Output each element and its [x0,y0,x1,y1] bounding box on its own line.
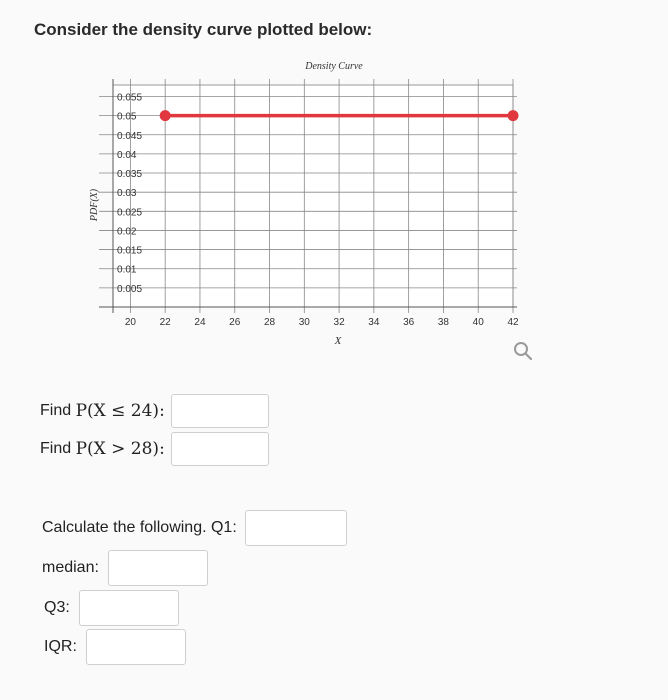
prompt-p-le-24: P(X ≤ 24): [75,401,165,421]
chart-title: Density Curve [305,61,363,72]
x-tick-label: 40 [472,317,484,328]
density-endpoint [160,110,171,121]
x-tick-label: 26 [229,317,241,328]
question-median [42,550,208,586]
x-tick-label: 28 [263,317,276,328]
y-tick-label: 0.045 [117,130,143,142]
q3-label: Q3: [44,599,70,616]
y-tick-label: 0.03 [117,188,137,200]
median-label: median: [42,559,99,576]
y-tick-label: 0.05 [117,111,137,123]
question-p-gt-28 [40,432,269,466]
x-tick-label: 30 [298,317,310,328]
iqr-input[interactable] [86,629,186,665]
search-icon[interactable] [512,340,534,362]
x-tick-label: 22 [159,317,171,328]
y-tick-label: 0.02 [117,226,137,238]
x-tick-label: 32 [333,317,345,328]
q3-input[interactable] [79,590,179,626]
x-axis-label: X [334,335,342,347]
x-tick-label: 20 [124,317,136,328]
question-q1 [42,510,347,546]
prompt-p-gt-28: P(X > 28): [75,439,165,459]
x-tick-label: 42 [507,317,519,328]
plot-area [113,85,513,307]
y-tick-label: 0.055 [117,92,143,104]
y-tick-label: 0.005 [117,283,143,295]
density-endpoint [508,110,519,121]
x-tick-label: 36 [403,317,415,328]
y-axis-label: PDF(X) [89,188,100,222]
x-tick-label: 34 [368,317,380,328]
x-tick-label: 24 [194,317,206,328]
y-tick-label: 0.035 [117,169,143,181]
p-le-24-input[interactable] [171,394,269,428]
y-tick-label: 0.04 [117,149,137,161]
p-gt-28-input[interactable] [171,432,269,466]
x-tick-label: 38 [437,317,449,328]
y-tick-label: 0.015 [117,245,143,257]
question-iqr [44,629,186,665]
question-q3 [44,590,179,626]
q1-label: Calculate the following. Q1: [42,519,237,536]
prompt-prefix: Find [40,402,76,419]
y-tick-label: 0.025 [117,207,143,219]
median-input[interactable] [108,550,208,586]
q1-input[interactable] [245,510,347,546]
prompt-prefix: Find [40,440,76,457]
y-tick-label: 0.01 [117,264,137,276]
iqr-label: IQR: [44,638,77,655]
question-p-le-24 [40,394,269,428]
question-title: Consider the density curve plotted below: [34,20,373,39]
